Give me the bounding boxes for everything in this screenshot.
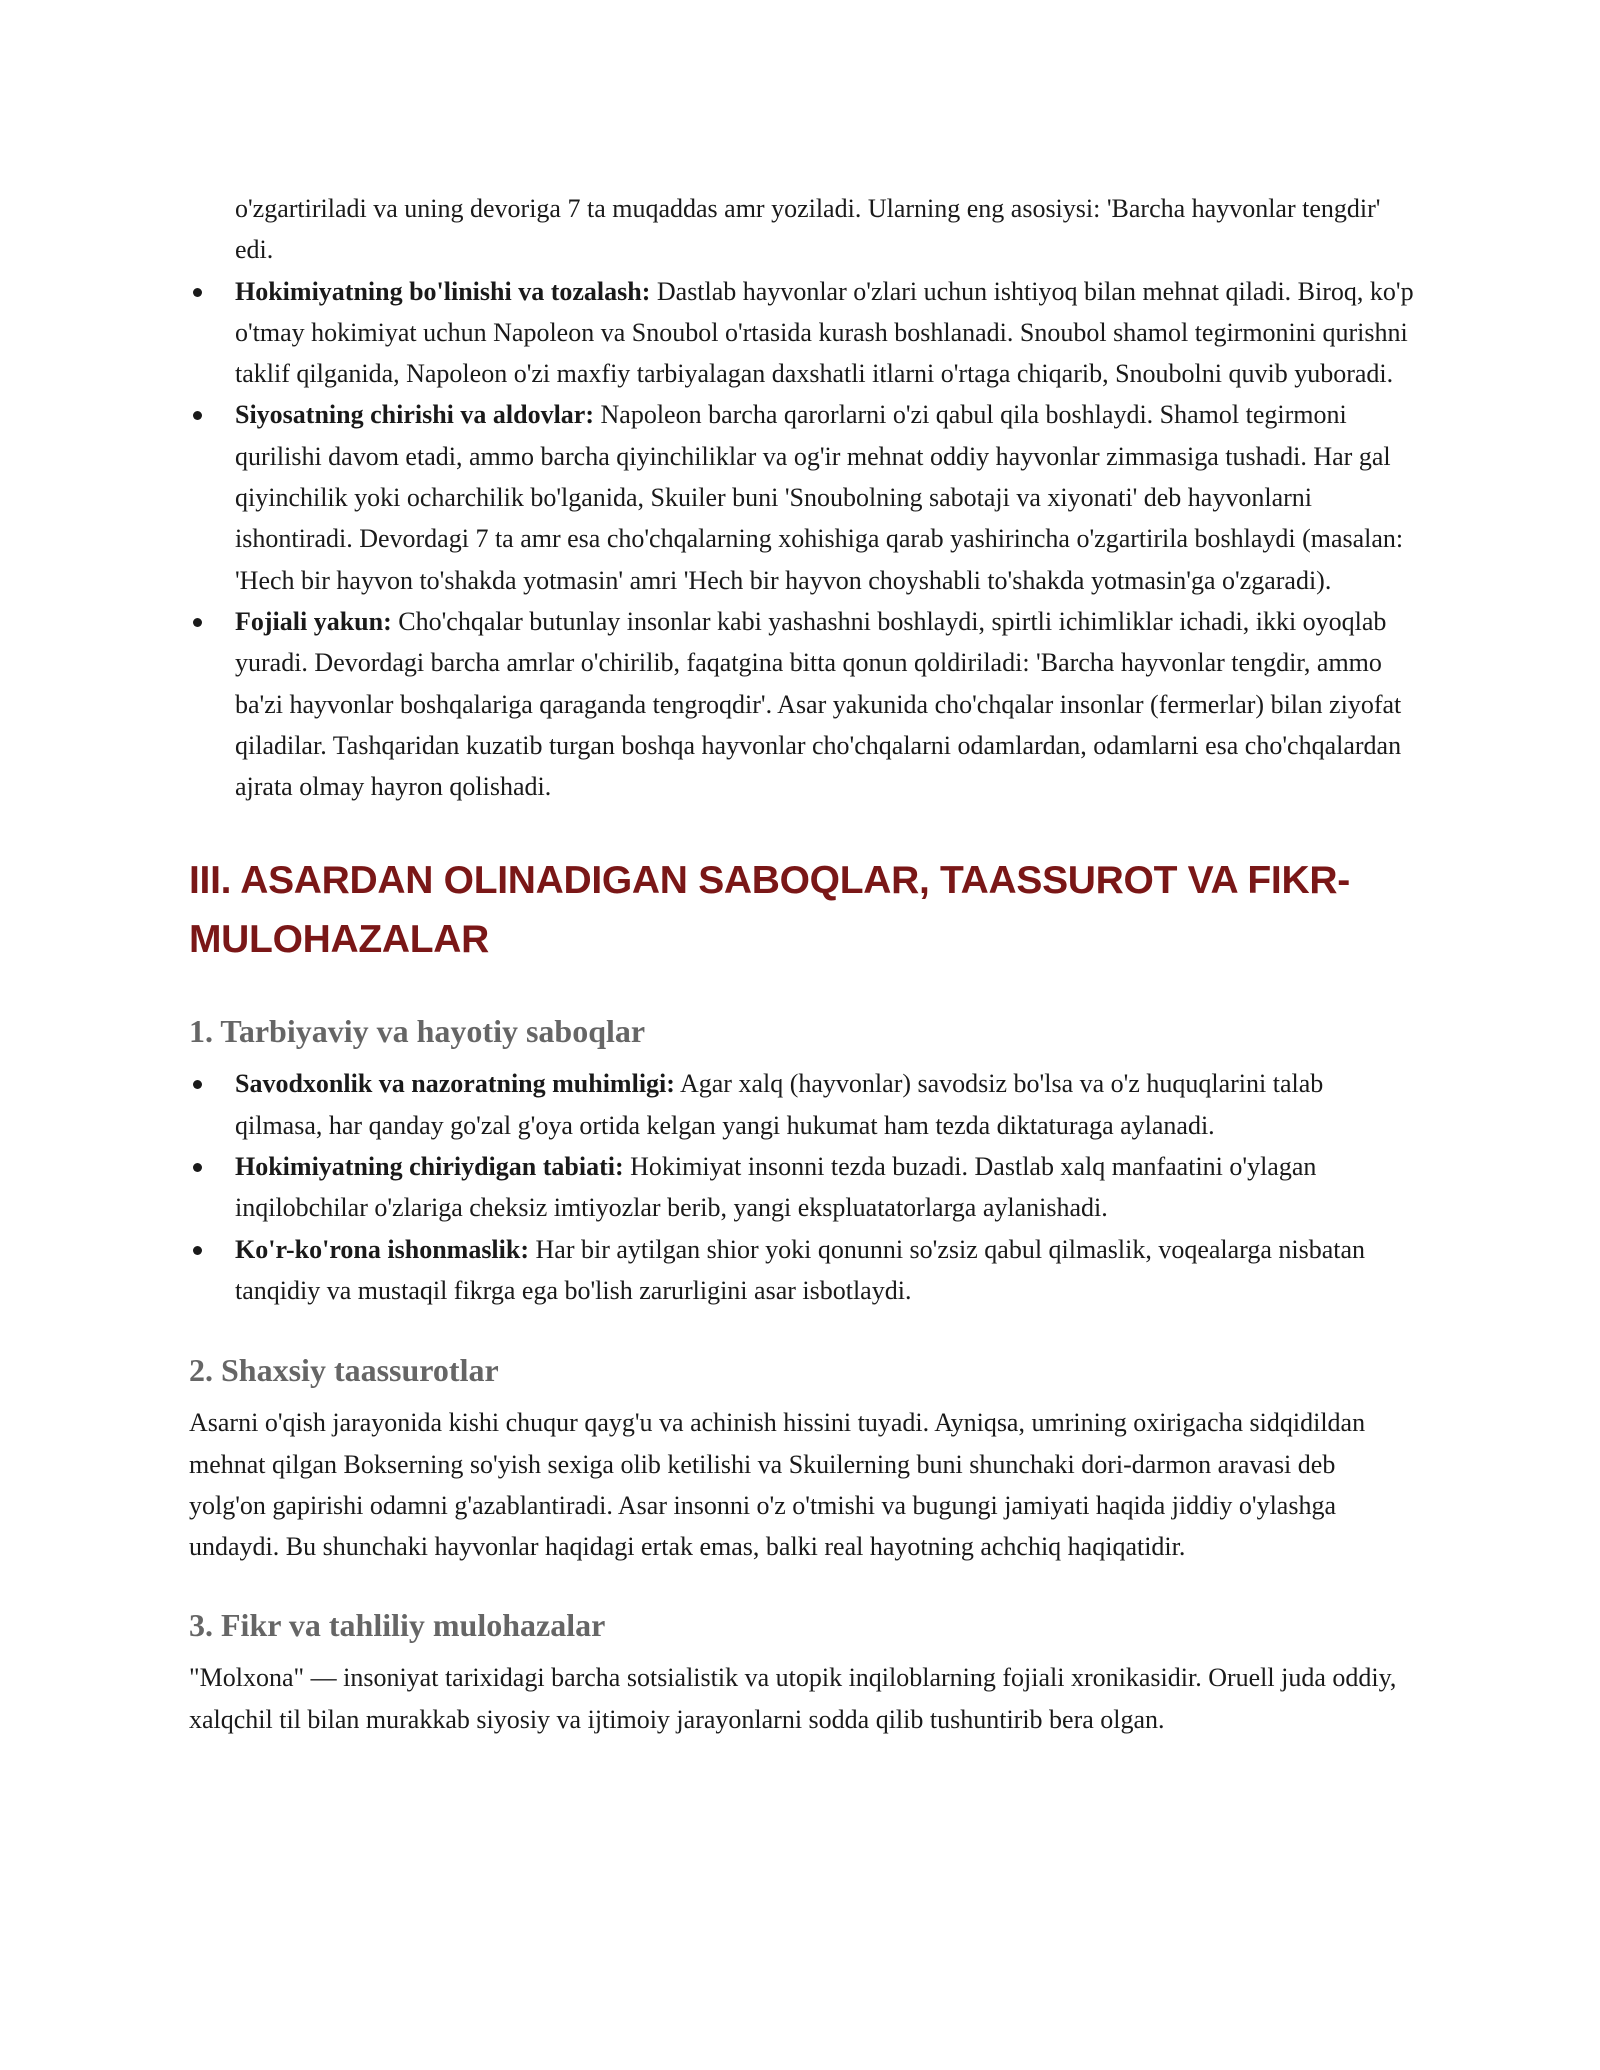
bullet-heading: Hokimiyatning bo'linishi va tozalash: [235,276,651,306]
list-item [189,601,1414,807]
impressions-paragraph: Asarni o'qish jarayonida kishi chuqur qayg'u va achinish hissini tuyadi. Ayniqsa, umrining oxirigacha sidqidildan mehnat qilgan Bokserning so'yish sexiga olib ketilishi va Skuilerning buni shunchaki dori-darmon aravasi deb yolg'on gapirishi odamni g'azablantiradi. Asar insonni o'z o'tmishi va bugungi jamiyati haqida jiddiy o'ylashga undaydi. Bu shunchaki hayvonlar haqidagi ertak emas, balki real hayotning achchiq haqiqatidir. [189,1408,1366,1562]
plot-bullet-list [189,271,1414,808]
list-item [189,1146,1414,1229]
bullet-text: Agar xalq (hayvonlar) savodsiz bo'lsa va o'z huquqlarini talab qilmasa, har qanday go'zal g'oya ortida kelgan yangi hukumat ham tezda diktaturaga aylanadi. [235,1069,1324,1140]
section-title: III. ASARDAN OLINADIGAN SABOQLAR, TAASSUROT VA FIKR-MULOHAZALAR [189,859,1350,962]
bullet-heading: Siyosatning chirishi va aldovlar: [235,400,594,430]
bullet-heading: Ko'r-ko'rona ishonmaslik: [235,1234,529,1264]
analysis-paragraph: "Molxona" — insoniyat tarixidagi barcha sotsialistik va utopik inqiloblarning fojiali xronikasidir. Oruell juda oddiy, xalqchil til bilan murakkab siyosiy va ijtimoiy jarayonlarni sodda qilib tushuntirib bera olgan. [189,1663,1397,1734]
bullet-heading: Savodxonlik va nazoratning muhimligi: [235,1069,675,1099]
document-page [189,188,1414,1740]
bullet-heading: Fojiali yakun: [235,606,392,636]
list-item [189,394,1414,600]
bullet-heading: Hokimiyatning chiriydigan tabiati: [235,1152,624,1182]
bullet-text: Cho'chqalar butunlay insonlar kabi yashashni boshlaydi, spirtli ichimliklar ichadi, ikki oyoqlab yuradi. Devordagi barcha amrlar o'chirilib, faqatgina bitta qonun qoldiriladi: 'Barcha hayvonlar tengdir, ammo ba'zi hayvonlar boshqalariga qaraganda tengroqdir'. Asar yakunida cho'chqalar insonlar (fermerlar) bilan ziyofat qiladilar. Tashqaridan kuzatib turgan boshqa hayvonlar cho'chqalarni odamlardan, odamlarni esa cho'chqalardan ajrata olmay hayron qolishadi. [235,606,1402,802]
bullet-icon [193,288,202,297]
bullet-text: Har bir aytilgan shior yoki qonunni so'zsiz qabul qilmaslik, voqealarga nisbatan tanqidiy va mustaqil fikrga ega bo'lish zarurligini asar isbotlaydi. [235,1234,1366,1305]
bullet-text: Dastlab hayvonlar o'zlari uchun ishtiyoq bilan mehnat qiladi. Biroq, ko'p o'tmay hokimiyat uchun Napoleon va Snoubol o'rtasida kurash boshlanadi. Snoubol shamol tegirmonini qurishni taklif qilganida, Napoleon o'zi maxfiy tarbiyalagan daxshatli itlarni o'rtaga chiqarib, Snoubolni quvib yuboradi. [235,276,1414,389]
lesson-bullet-list [189,1063,1414,1311]
list-item [189,271,1414,395]
bullet-icon [193,411,202,420]
bullet-icon [193,618,202,627]
subsection-title-lessons: 1. Tarbiyaviy va hayotiy saboqlar [189,1013,646,1050]
subsection-title-analysis: 3. Fikr va tahliliy mulohazalar [189,1607,606,1644]
bullet-icon [193,1246,202,1255]
bullet-icon [193,1080,202,1089]
list-item [189,1063,1414,1146]
bullet-text: Hokimiyat insonni tezda buzadi. Dastlab xalq manfaatini o'ylagan inqilobchilar o'zlariga cheksiz imtiyozlar berib, yangi ekspluatatorlarga aylanishadi. [235,1152,1317,1223]
list-item [189,1229,1414,1312]
subsection-title-impressions: 2. Shaxsiy taassurotlar [189,1352,499,1389]
bullet-text: Napoleon barcha qarorlarni o'zi qabul qila boshlaydi. Shamol tegirmoni qurilishi davom etadi, ammo barcha qiyinchiliklar va og'ir mehnat oddiy hayvonlar zimmasiga tushadi. Har gal qiyinchilik yoki ocharchilik bo'lganida, Skuiler buni 'Snoubolning sabotaji va xiyonati' deb hayvonlarni ishontiradi. Devordagi 7 ta amr esa cho'chqalarning xohishiga qarab yashirincha o'zgartirila boshlaydi (masalan: 'Hech bir hayvon to'shakda yotmasin' amri 'Hech bir hayvon choyshabli to'shakda yotmasin'ga o'zgaradi). [235,400,1404,595]
intro-continuation: o'zgartiriladi va uning devoriga 7 ta muqaddas amr yoziladi. Ularning eng asosiysi: 'Barcha hayvonlar tengdir' edi. [235,194,1381,265]
bullet-icon [193,1163,202,1172]
